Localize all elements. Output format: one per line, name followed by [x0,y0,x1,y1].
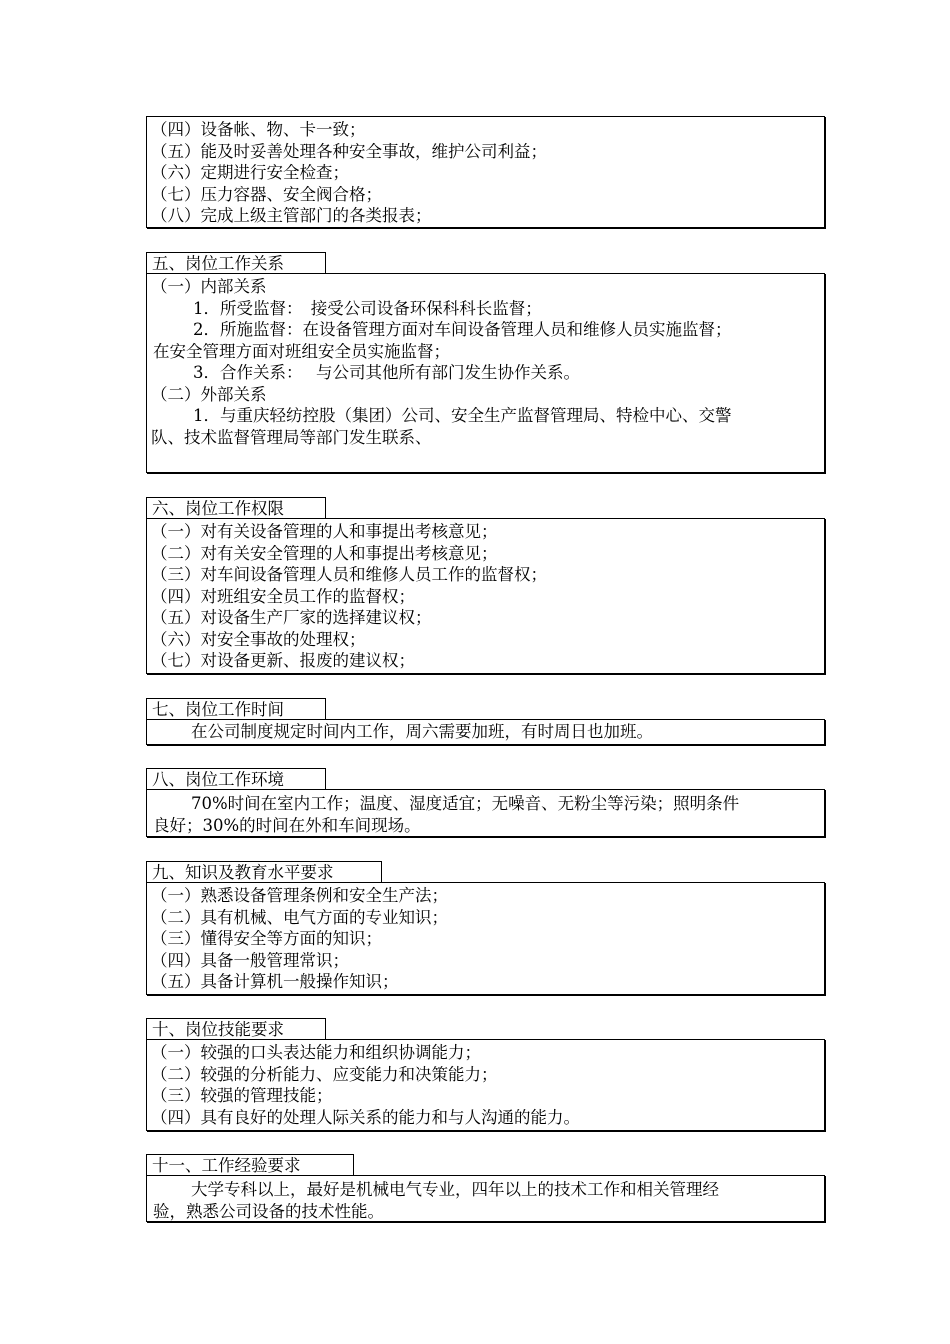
list-item: （四）具有良好的处理人际关系的能力和与人沟通的能力。 [151,1107,580,1127]
list-item: （五）能及时妥善处理各种安全事故，维护公司利益； [151,141,547,161]
list-item: 3．合作关系： 与公司其他所有部门发生协作关系。 [193,363,580,382]
list-item: （二）具有机械、电气方面的专业知识； [151,907,448,927]
section-9-knowledge-box [146,882,825,995]
section-8-title: 八、岗位工作环境 [146,768,326,790]
paragraph-line: 70%时间在室内工作；温度、湿度适宜；无噪音、无粉尘等污染；照明条件 [191,794,740,813]
section-11-title: 十一、工作经验要求 [146,1154,354,1176]
section-11-experience-box [146,1175,825,1222]
section-7-title: 七、岗位工作时间 [146,698,326,720]
list-item: 队、技术监督管理局等部门发生联系、 [151,427,432,447]
list-item: 在安全管理方面对班组安全员实施监督； [153,341,450,361]
section-10-title: 十、岗位技能要求 [146,1018,326,1040]
section-4-responsibilities-box [146,116,825,228]
list-item: （四）对班组安全员工作的监督权； [151,586,415,606]
paragraph-line: 在公司制度规定时间内工作，周六需要加班，有时周日也加班。 [191,722,653,741]
list-item: （三）懂得安全等方面的知识； [151,929,382,948]
list-item: （二）较强的分析能力、应变能力和决策能力； [151,1064,498,1084]
list-item: （五）对设备生产厂家的选择建议权； [151,608,432,627]
list-item: （五）具备计算机一般操作知识； [151,972,399,991]
section-10-skills-box [146,1039,825,1131]
section-5-relations-box [146,273,825,473]
list-item: （六）定期进行安全检查； [151,163,349,182]
section-5-title: 五、岗位工作关系 [146,252,326,274]
list-item: （三）较强的管理技能； [151,1086,333,1105]
paragraph-line: 验，熟悉公司设备的技术性能。 [153,1201,384,1221]
list-item: （一）内部关系 [151,277,267,296]
list-item: 2．所施监督：在设备管理方面对车间设备管理人员和维修人员实施监督； [193,320,732,339]
section-9-title: 九、知识及教育水平要求 [146,861,382,883]
list-item: 1．所受监督： 接受公司设备环保科科长监督； [193,298,542,318]
section-6-title: 六、岗位工作权限 [146,497,326,519]
list-item: （一）熟悉设备管理条例和安全生产法； [151,886,448,905]
paragraph-line: 大学专科以上，最好是机械电气专业，四年以上的技术工作和相关管理经 [191,1180,719,1199]
list-item: （三）对车间设备管理人员和维修人员工作的监督权； [151,565,547,584]
list-item: （八）完成上级主管部门的各类报表； [151,206,432,225]
paragraph-line: 良好；30%的时间在外和车间现场。 [153,815,421,835]
list-item: （一）较强的口头表达能力和组织协调能力； [151,1043,481,1062]
list-item: （六）对安全事故的处理权； [151,629,366,649]
section-8-environment-box [146,789,825,837]
list-item: （七）压力容器、安全阀合格； [151,184,382,204]
section-7-hours-box [146,719,825,745]
list-item: （四）具备一般管理常识； [151,950,349,970]
list-item: （七）对设备更新、报废的建议权； [151,651,415,670]
list-item: （四）设备帐、物、卡一致； [151,120,366,139]
list-item: （一）对有关设备管理的人和事提出考核意见； [151,522,498,541]
list-item: 1．与重庆轻纺控股（集团）公司、安全生产监督管理局、特检中心、交警 [193,406,732,425]
section-6-authority-box [146,518,825,674]
list-item: （二）外部关系 [151,384,267,404]
list-item: （二）对有关安全管理的人和事提出考核意见； [151,543,498,563]
